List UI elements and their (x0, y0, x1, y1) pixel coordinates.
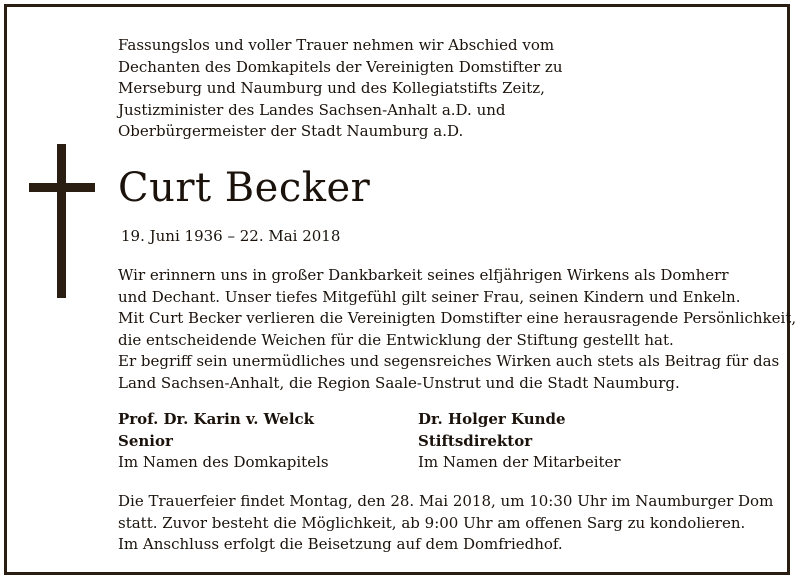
signatory-title: Senior (118, 431, 173, 450)
tribute-line: und Dechant. Unser tiefes Mitgefühl gilt seiner Frau, seinen Kindern und Enkeln. (118, 287, 741, 306)
intro-line: Merseburg und Naumburg und des Kollegiatstifts Zeitz, (118, 79, 545, 97)
signatory-name: Prof. Dr. Karin v. Welck (118, 410, 315, 428)
signatory-on-behalf: Im Namen des Domkapitels (118, 453, 329, 472)
life-dates: 19. Juni 1936 – 22. Mai 2018 (121, 227, 341, 245)
funeral-line: Die Trauerfeier findet Montag, den 28. Mai 2018, um 10:30 Uhr im Naumburger Dom (118, 492, 774, 510)
signatory-1 (118, 409, 329, 474)
funeral-line: Im Anschluss erfolgt die Beisetzung auf dem Domfriedhof. (118, 535, 563, 554)
funeral-info (118, 491, 773, 556)
funeral-line: statt. Zuvor besteht die Möglichkeit, ab 9:00 Uhr am offenen Sarg zu kondolieren. (118, 513, 746, 532)
signatory-title: Stiftsdirektor (418, 431, 533, 450)
tribute-line: Land Sachsen-Anhalt, die Region Saale-Unstrut und die Stadt Naumburg. (118, 373, 680, 392)
deceased-name: Curt Becker (118, 165, 371, 211)
tribute-line: Er begriff sein unermüdliches und segensreiches Wirken auch stets als Beitrag für das (118, 352, 780, 371)
tribute-line: die entscheidende Weichen für die Entwicklung der Stiftung gestellt hat. (118, 330, 674, 349)
cross-icon-horizontal-bar (29, 183, 95, 192)
signatory-on-behalf: Im Namen der Mitarbeiter (418, 453, 621, 472)
intro-line: Fassungslos und voller Trauer nehmen wir Abschied vom (118, 36, 555, 54)
signatory-name: Dr. Holger Kunde (418, 410, 566, 428)
intro-line: Justizminister des Landes Sachsen-Anhalt a.D. und (118, 100, 506, 119)
tribute-line: Mit Curt Becker verlieren die Vereinigten Domstifter eine herausragende Persönlichkeit, (118, 309, 797, 328)
tribute-line: Wir erinnern uns in großer Dankbarkeit seines elfjährigen Wirkens als Domherr (118, 266, 729, 284)
tribute-text (118, 265, 796, 395)
cross-icon-vertical-bar (57, 144, 66, 298)
signatory-2 (418, 409, 621, 474)
intro-text (118, 35, 562, 143)
intro-line: Dechanten des Domkapitels der Vereinigten Domstifter zu (118, 57, 563, 76)
intro-line: Oberbürgermeister der Stadt Naumburg a.D. (118, 122, 464, 140)
